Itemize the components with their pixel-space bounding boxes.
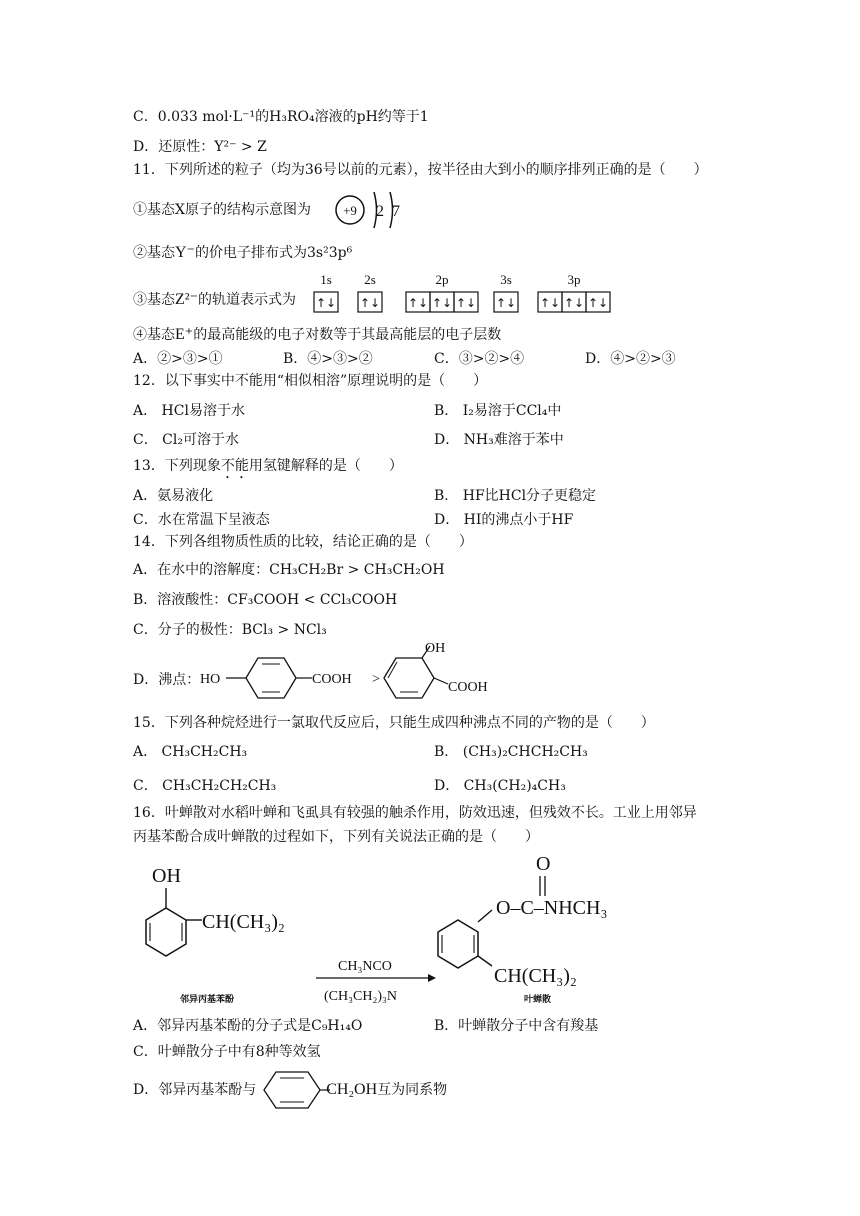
orbital-label-3p: 3p (567, 272, 581, 287)
orbital-label-2p: 2p (435, 272, 449, 287)
right-cooh-label: COOH (448, 680, 488, 695)
q11-option-d: D．④>②>③ (585, 351, 676, 367)
q11-item-3-pre: ③基态 (133, 292, 175, 308)
left-cooh-label: COOH (312, 672, 352, 687)
q14-stem: 14．下列各组物质性质的比较，结论正确的是（ ） (133, 534, 473, 550)
q13-option-a: A．氨易液化 (133, 488, 214, 504)
q16-stem-line-2: 丙基苯酚合成叶蝉散的过程如下，下列有关说法正确的是（ ） (133, 829, 539, 845)
benzyl-alcohol-ring (262, 1070, 334, 1110)
q16-option-d-pre: D．邻异丙基苯酚与 (133, 1082, 257, 1098)
svg-text:↑↓: ↑↓ (587, 296, 609, 310)
product-name: 叶蝉散 (524, 995, 552, 1005)
q16-option-c: C．叶蝉散分子中有8种等效氢 (133, 1044, 321, 1060)
q11-item-4-pre: ④基态 (133, 327, 175, 343)
q14-option-a: A．在水中的溶解度：CH₃CH₂Br > CH₃CH₂OH (133, 562, 445, 578)
q11-item-2 (133, 243, 352, 263)
q15-option-c: C． CH₃CH₂CH₂CH₃ (133, 778, 277, 794)
reactant-benzene-ring (146, 908, 186, 956)
q13-option-b: B． HF比HCl分子更稳定 (434, 488, 597, 504)
q14-option-d: D．沸点： (133, 672, 201, 688)
q11-item-2-post: 的价电子排布式为3s²3p⁶ (195, 245, 353, 261)
q13-stem (133, 456, 403, 482)
q12-option-c: C． Cl₂可溶于水 (133, 432, 239, 448)
reagent-top: CH₃NCO (338, 959, 392, 974)
product-benzene-ring (438, 920, 478, 968)
q11-item-4-post: 的最高能级的电子对数等于其最高能层的电子层数 (193, 327, 502, 343)
q11-option-a: A．②>③>① (133, 351, 223, 367)
q12-option-a: A． HCl易溶于水 (133, 403, 245, 419)
svg-text:↑↓: ↑↓ (539, 296, 561, 310)
q11-item-4 (133, 325, 501, 345)
reactant-oh-label: OH (152, 865, 181, 887)
q15-option-d: D． CH₃(CH₂)₄CH₃ (434, 778, 566, 794)
right-oh-label: OH (425, 641, 446, 656)
z-ion: Z²⁻ (175, 291, 199, 308)
q11-stem: 11．下列所述的粒子（均为36号以前的元素），按半径由大到小的顺序排列正确的是（ ） (133, 162, 708, 178)
q14-boiling-point-structures (200, 640, 500, 700)
svg-text:↑↓: ↑↓ (431, 296, 453, 310)
q13-option-d: D． HI的沸点小于HF (434, 512, 574, 528)
q15-option-b: B． (CH₃)₂CHCH₂CH₃ (434, 744, 588, 760)
q11-item-3 (133, 290, 296, 310)
q16-option-d-post: 互为同系物 (377, 1082, 448, 1098)
q10-option-c: C．0.033 mol·L⁻¹的H₃RO₄溶液的pH约等于1 (133, 109, 429, 125)
atom-shell-1: 2 (376, 203, 384, 220)
q11-item-3-post: 的轨道表示式为 (198, 292, 297, 308)
orbital-label-2s: 2s (364, 272, 376, 287)
svg-text:↑↓: ↑↓ (315, 296, 337, 310)
q13-option-c: C．水在常温下呈液态 (133, 512, 270, 528)
svg-text:↑↓: ↑↓ (495, 296, 517, 310)
q10-option-d: D．还原性：Y²⁻ > Z (133, 139, 267, 155)
e-ion: E⁺ (175, 326, 194, 343)
reagent-bottom: (CH₃CH₂)₃N (324, 989, 397, 1004)
q12-option-b: B． I₂易溶于CCl₄中 (434, 403, 562, 419)
q15-option-a: A． CH₃CH₂CH₃ (133, 744, 248, 760)
reactant-name: 邻异丙基苯酚 (180, 995, 235, 1005)
reactant-isopropyl-label: CH(CH₃)₂ (202, 911, 285, 933)
orbital-diagram (310, 270, 620, 318)
q11-option-b: B．④>③>② (283, 351, 373, 367)
q16-option-a: A．邻异丙基苯酚的分子式是C₉H₁₄O (133, 1018, 363, 1034)
atom-structure-diagram (334, 188, 434, 232)
q12-option-d: D． NH₃难溶于苯中 (434, 432, 564, 448)
orbital-label-3s: 3s (500, 272, 512, 287)
atom-shell-2: 7 (392, 203, 400, 220)
product-carbamate-chain: O–C–NHCH₃ (496, 897, 608, 919)
orbital-label-1s: 1s (320, 272, 332, 287)
svg-text:↑↓: ↑↓ (407, 296, 429, 310)
q16-option-b: B．叶蝉散分子中含有羧基 (434, 1018, 599, 1034)
q13-stem-emphasis: 不能 (220, 458, 249, 474)
svg-text:↑↓: ↑↓ (563, 296, 585, 310)
q14-option-c: C．分子的极性：BCl₃ > NCl₃ (133, 622, 327, 638)
q16-reaction-scheme (120, 850, 680, 1010)
product-carbonyl-o: O (536, 853, 551, 875)
q14-option-b: B．溶液酸性：CF₃COOH < CCl₃COOH (133, 592, 398, 608)
q11-option-c: C．③>②>④ (434, 351, 525, 367)
atom-nucleus-label: +9 (343, 203, 357, 218)
product-isopropyl-label: CH(CH₃)₂ (494, 965, 577, 987)
q11-item-1: ①基态X原子的结构示意图为 (133, 202, 311, 218)
compare-sign: > (372, 672, 380, 687)
svg-text:↑↓: ↑↓ (359, 296, 381, 310)
q13-stem-a: 13．下列现象 (133, 458, 221, 474)
q15-stem: 15．下列各种烷烃进行一氯取代反应后，只能生成四种沸点不同的产物的是（ ） (133, 715, 655, 731)
y-ion: Y⁻ (175, 244, 195, 261)
q13-stem-c: 用氢键解释的是（ ） (248, 458, 403, 474)
q16-option-d-group: CH₂OH (326, 1081, 378, 1098)
q11-item-2-pre: ②基态 (133, 245, 175, 261)
svg-text:↑↓: ↑↓ (455, 296, 477, 310)
q16-stem-line-1: 16．叶蝉散对水稻叶蝉和飞虱具有较强的触杀作用，防效迅速，但残效不长。工业上用邻异 (133, 805, 697, 821)
q12-stem: 12．以下事实中不能用“相似相溶”原理说明的是（ ） (133, 373, 488, 389)
left-ho-label: HO (200, 672, 221, 687)
